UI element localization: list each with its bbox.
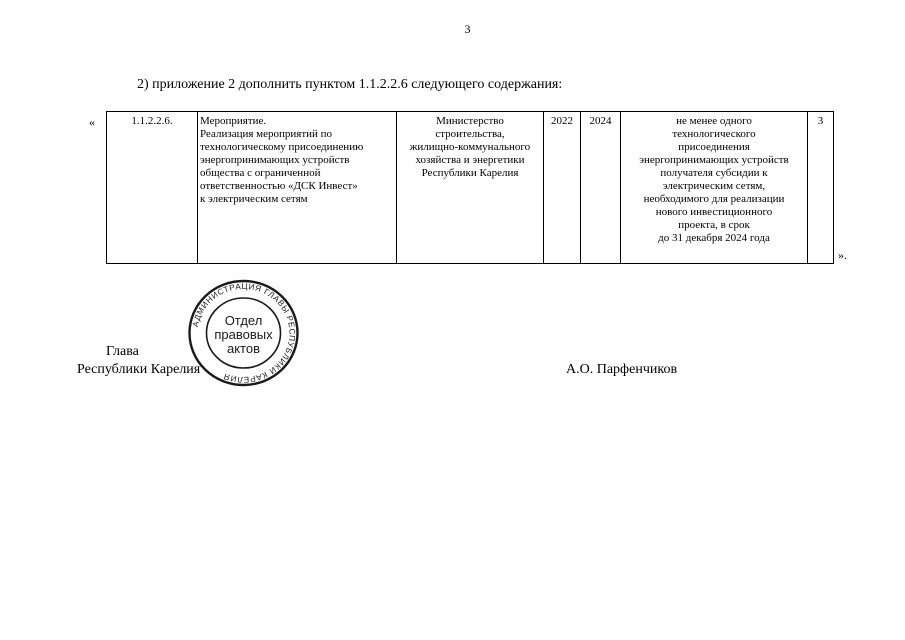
event-line: общества с ограниченной xyxy=(200,167,321,179)
stamp-line-2: правовых xyxy=(214,327,273,342)
signatory-region: Республики Карелия xyxy=(77,362,201,377)
result-line: присоединения xyxy=(678,141,750,153)
signatory-title: Глава xyxy=(106,344,139,359)
result-line: до 31 декабря 2024 года xyxy=(658,232,770,244)
ministry-line: Республики Карелия xyxy=(421,167,519,179)
start-year-cell xyxy=(544,112,581,264)
result-cell xyxy=(621,112,808,264)
table-row xyxy=(107,112,834,264)
start-year: 2022 xyxy=(551,115,573,127)
page-number: 3 xyxy=(464,22,471,36)
item-code: 1.1.2.2.6. xyxy=(131,115,173,127)
result-line: электрическим сетям, xyxy=(662,180,766,192)
amendment-table xyxy=(106,111,834,264)
opening-quote: « xyxy=(89,115,95,129)
event-line: Реализация мероприятий по xyxy=(200,128,333,140)
ministry-line: жилищно-коммунального xyxy=(409,141,531,153)
end-year: 2024 xyxy=(589,115,612,127)
amendment-intro: 2) приложение 2 дополнить пунктом 1.1.2.2.6 следующего содержания: xyxy=(137,77,563,92)
ministry-line: Министерство xyxy=(436,115,504,127)
indicator-value: 3 xyxy=(817,115,824,127)
ministry-line: строительства, xyxy=(435,128,505,140)
ministry-line: хозяйства и энергетики xyxy=(415,154,525,166)
stamp-line-1: Отдел xyxy=(224,313,263,328)
event-cell xyxy=(198,112,397,264)
event-line: к электрическим сетям xyxy=(200,193,308,205)
closing-quote: ». xyxy=(838,248,847,262)
end-year-cell xyxy=(581,112,621,264)
event-line: технологическому присоединению xyxy=(200,141,364,153)
signatory-name: А.О. Парфенчиков xyxy=(566,362,678,377)
indicator-cell xyxy=(808,112,834,264)
event-line: ответственностью «ДСК Инвест» xyxy=(200,180,358,192)
event-line: Мероприятие. xyxy=(200,115,267,127)
result-line: необходимого для реализации xyxy=(643,193,785,205)
result-line: не менее одного xyxy=(676,115,752,127)
stamp-line-3: актов xyxy=(226,341,261,356)
item-code-cell xyxy=(107,112,198,264)
result-line: проекта, в срок xyxy=(678,219,750,231)
event-line: энергопринимающих устройств xyxy=(200,154,350,166)
result-line: получателя субсидии к xyxy=(660,167,768,179)
result-line: технологического xyxy=(672,128,756,140)
stamp-ring-text: АДМИНИСТРАЦИЯ ГЛАВЫ РЕСПУБЛИКИ КАРЕЛИЯ xyxy=(190,281,297,385)
ministry-cell xyxy=(397,112,544,264)
result-line: нового инвестиционного xyxy=(655,206,773,218)
legal-department-stamp xyxy=(186,278,301,388)
result-line: энергопринимающих устройств xyxy=(639,154,789,166)
